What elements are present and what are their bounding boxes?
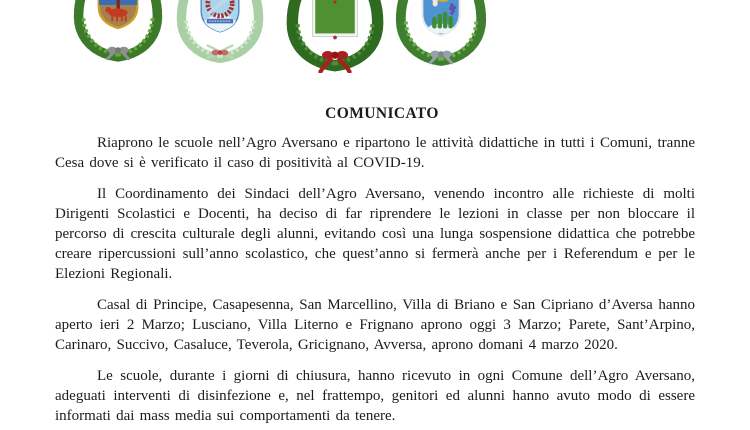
paragraph-disinfection: Le scuole, durante i giorni di chiusura, hanno ricevuto in ogni Comune dell’Agro Aversano, adeguati interventi di disinfezione e, nel frattempo, genitori ed alunni hanno avuto modo di essere informati dai mass media sui comportamenti da tenere. (55, 368, 695, 424)
coat-of-arms-3-icon (283, 0, 387, 73)
coat-of-arms-1-icon (70, 0, 166, 62)
emblem-row (0, 0, 750, 72)
paragraph-municipality-dates: Casal di Principe, Casapesenna, San Marcellino, Villa di Briano e San Cipriano d’Aversa hanno aperto ieri 2 Marzo; Lusciano, Villa Literno e Frignano aprono oggi 3 Marzo; Parete, Sant’Arpino, Carinaro, Succivo, Casaluce, Teverola, Gricignano, Avversa, aprono domani 4 marzo 2020. (55, 297, 695, 353)
coat-of-arms-2-icon (173, 0, 267, 63)
paragraph-reopening: Riaprono le scuole nell’Agro Aversano e ripartono le attività didattiche in tutti i Comuni, tranne Cesa dove si è verificato il caso di positività al COVID-19. (55, 135, 695, 171)
document-body (55, 104, 695, 430)
page-title: COMUNICATO (325, 105, 439, 122)
coat-of-arms-4-icon (392, 0, 490, 66)
paragraph-coordination: Il Coordinamento dei Sindaci dell’Agro Aversano, venendo incontro alle richieste di molti Dirigenti Scolastici e Docenti, ha deciso di far riprendere le lezioni in classe per non bloccare il percorso di crescita culturale degli alunni, evitando così una lunga sospensione didattica che potrebbe creare ripercussioni sull’anno scolastico, che quest’anno si fermerà anche per i Referendum e per le Elezioni Regionali. (55, 186, 695, 282)
